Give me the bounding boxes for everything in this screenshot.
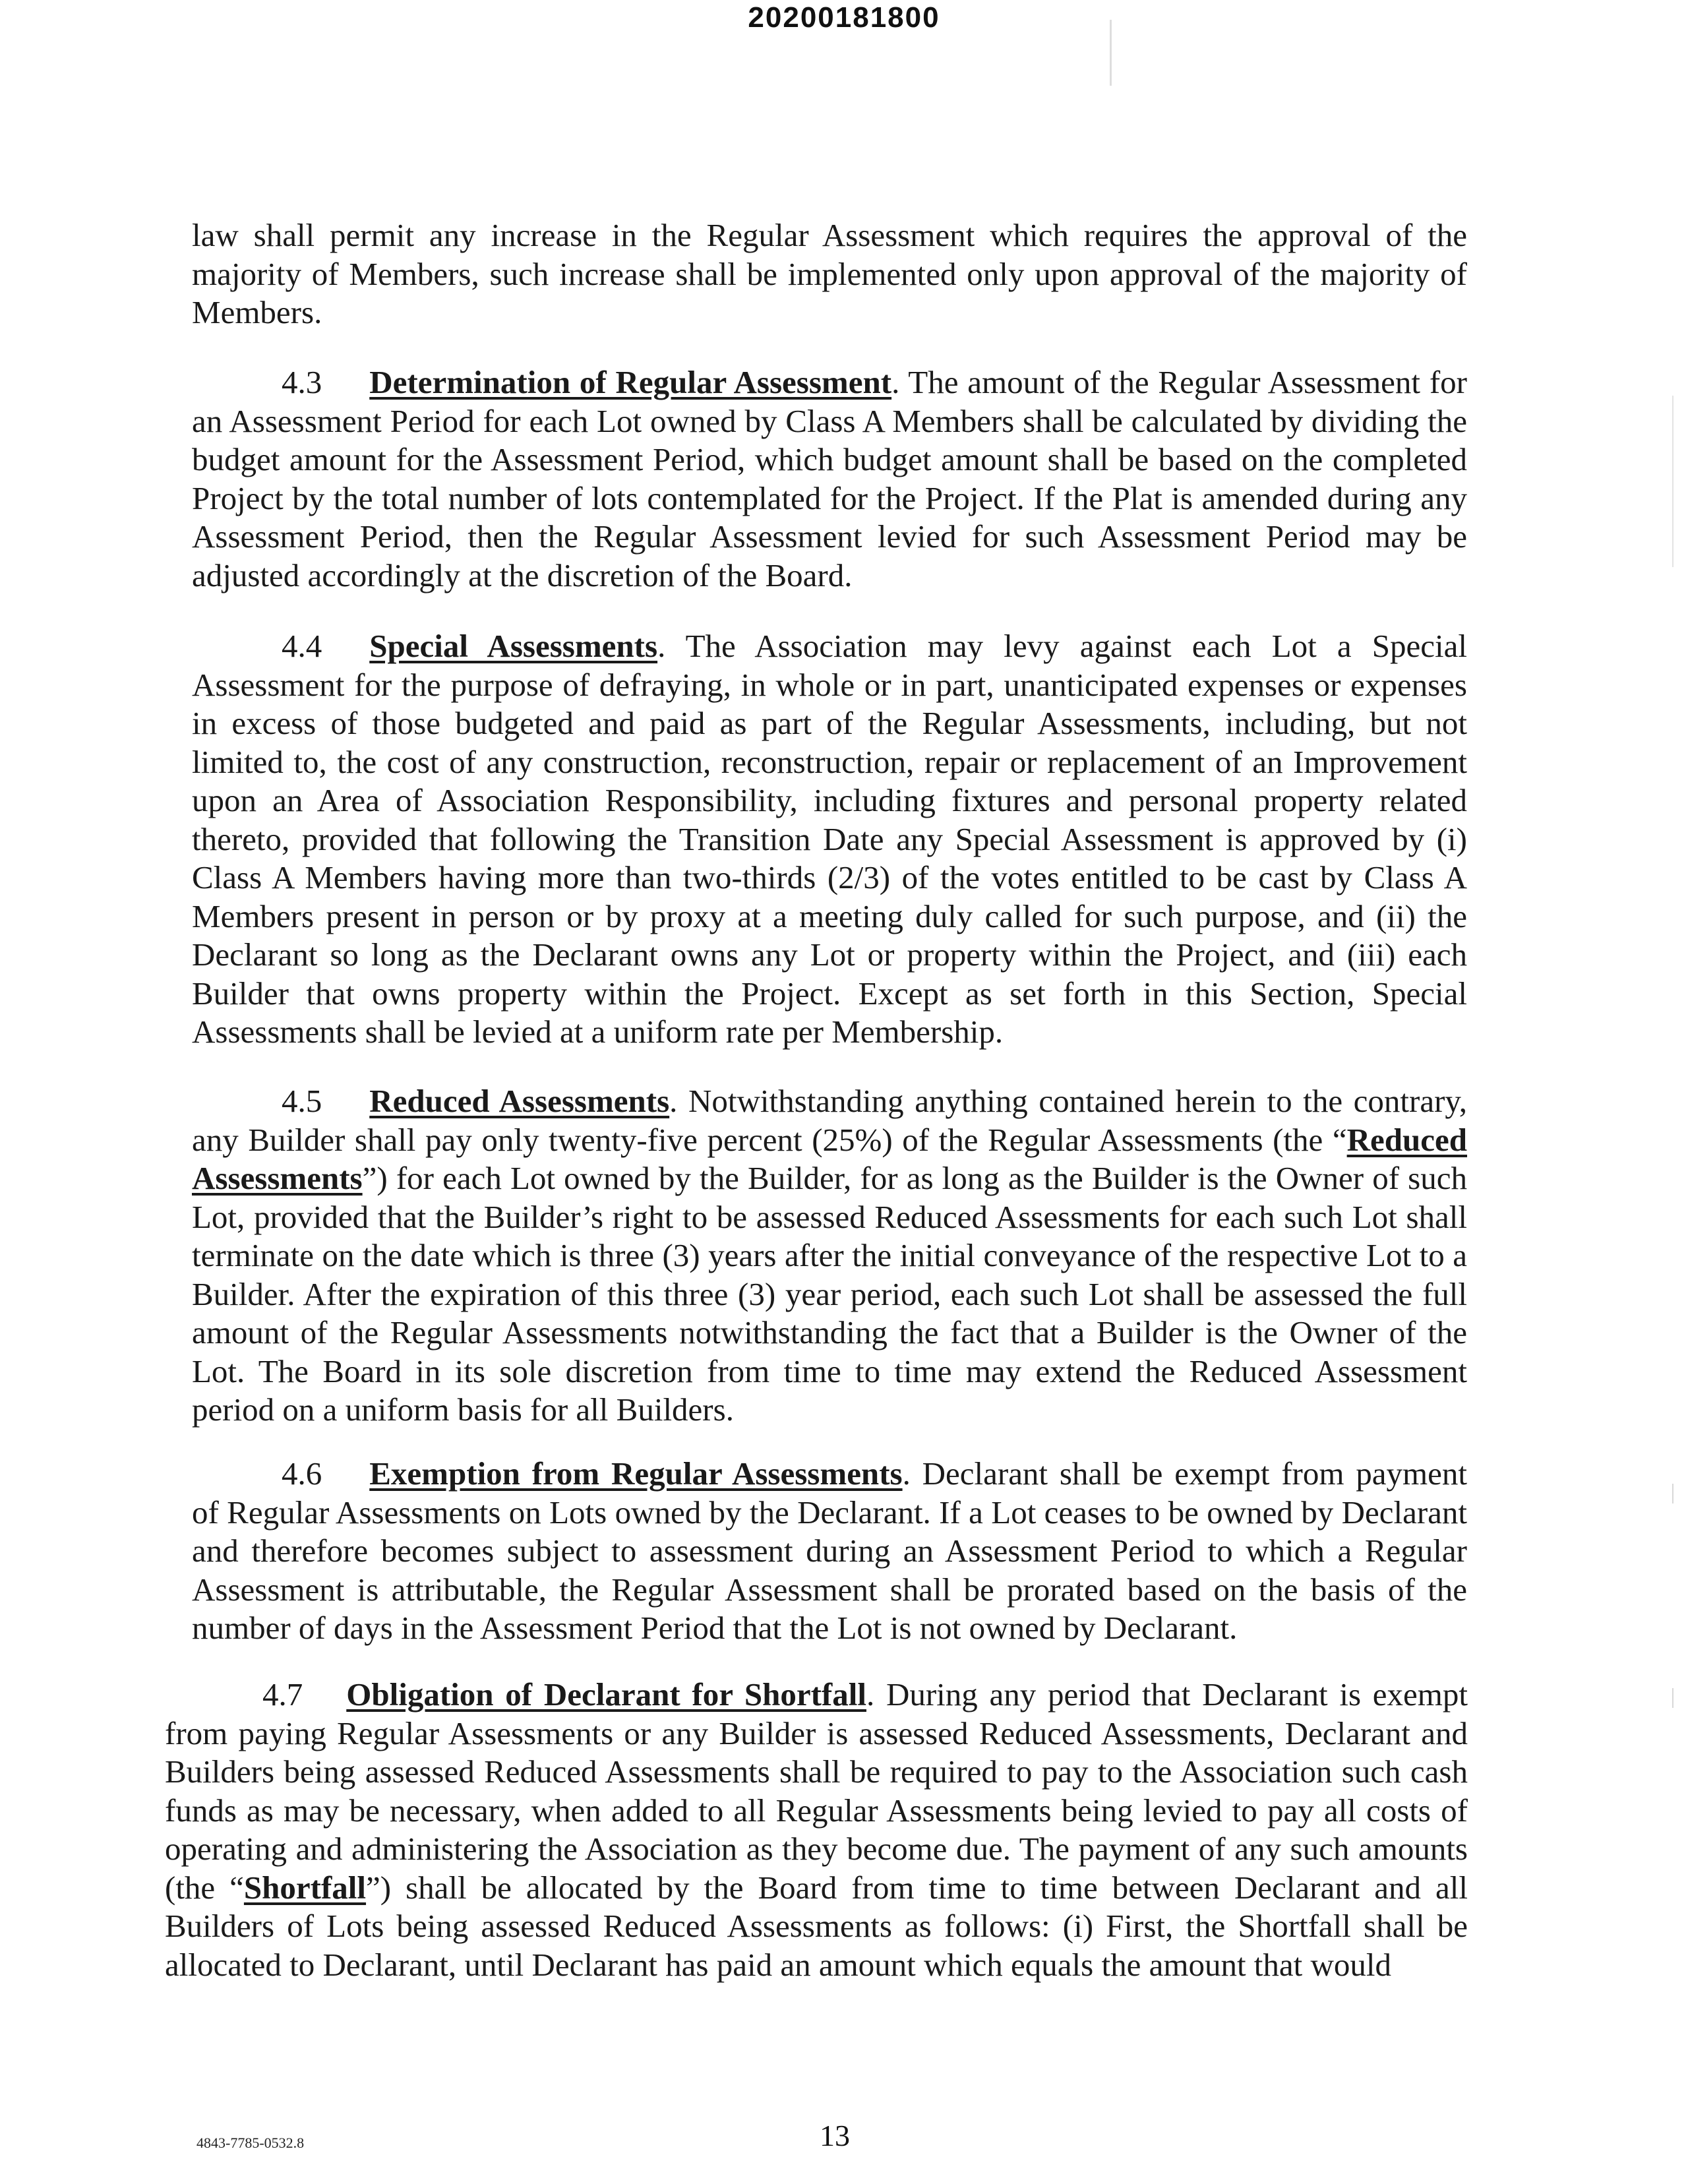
section-4-4: 4.4 Special Assessments. The Association may levy against each Lot a Special Assessment for the purpose of defraying, in whole or in part, unanticipated expenses or expenses in excess of those budgeted and paid as part of the Regular Assessments, including, but not limited to, the cost of any construction, reconstruction, repair or replacement of an Improvement upon an Area of Association Responsibility, including fixtures and personal property related thereto, provided that following the Transition Date any Special Assessment is approved by (i) Class A Members having more than two-thirds (2/3) of the votes entitled to be cast by Class A Members present in person or by proxy at a meeting duly called for such purpose, and (ii) the Declarant so long as the Declarant owns any Lot or property within the Project, and (iii) each Builder that owns property within the Project. Except as set forth in this Section, Special Assessments shall be levied at a uniform rate per Membership. [192, 628, 1468, 1050]
section-4-5: 4.5 Reduced Assessments. Notwithstanding anything contained herein to the contrary, any Builder shall pay only twenty-five percent (25%) of the Regular Assessments (the “Reduced Assessments”) for each Lot owned by the Builder, for as long as the Builder is the Owner of such Lot, provided that the Builder’s right to be assessed Reduced Assessments for each such Lot shall terminate on the date which is three (3) years after the initial conveyance of the respective Lot to a Builder. After the expiration of this three (3) year period, each such Lot shall be assessed the full amount of the Regular Assessments notwithstanding the fact that a Builder is the Owner of the Lot. The Board in its sole discretion from time to time may extend the Reduced Assessment period on a uniform basis for all Builders. [192, 1083, 1467, 1428]
scan-artifact [1672, 396, 1673, 567]
defined-term: Reduced Assessments [192, 1121, 1467, 1196]
scan-artifact [1672, 1688, 1673, 1708]
section-number: 4.6 [282, 1455, 322, 1492]
section-heading: Special Assessments [369, 628, 658, 664]
section-4-6: 4.6 Exemption from Regular Assessments. Declarant shall be exempt from payment of Regular Assessments on Lots owned by the Declarant. If a Lot ceases to be owned by Declarant and therefore becomes subject to assessment during an Assessment Period to which a Regular Assessment is attributable, the Regular Assessment shall be prorated based on the basis of the number of days in the Assessment Period that the Lot is not owned by Declarant. [192, 1455, 1467, 1646]
section-number: 4.5 [282, 1083, 322, 1119]
section-4-3: 4.3 Determination of Regular Assessment. The amount of the Regular Assessment for an Assessment Period for each Lot owned by Class A Members shall be calculated by dividing the budget amount for the Assessment Period, which budget amount shall be based on the completed Project by the total number of lots contemplated for the Project. If the Plat is amended during any Assessment Period, then the Regular Assessment levied for such Assessment Period may be adjusted accordingly at the discretion of the Board. [192, 364, 1468, 593]
paragraph-text: law shall permit any increase in the Regular Assessment which requires the approval of the majority of Members, such increase shall be implemented only upon approval of the majority of Members. [192, 217, 1467, 330]
section-body-before: During any period that Declarant is exempt from paying Regular Assessments or any Builder is assessed Reduced Assessments, Declarant and Builders being assessed Reduced Assessments shall be required to pay to the Association such cash funds as may be necessary, when added to all Regular Assessments being levied to pay all costs of operating and administering the Association as they become due. The payment of any such amounts (the “ [165, 1676, 1468, 1906]
section-body: The Association may levy against each Lot a Special Assessment for the purpose of defraying, in whole or in part, unanticipated expenses or expenses in excess of those budgeted and paid as part of the Regular Assessments, including, but not limited to, the cost of any construction, reconstruction, repair or replacement of an Improvement upon an Area of Association Responsibility, including fixtures and personal property related thereto, provided that following the Transition Date any Special Assessment is approved by (i) Class A Members having more than two-thirds (2/3) of the votes entitled to be cast by Class A Members present in person or by proxy at a meeting duly called for such purpose, and (ii) the Declarant so long as the Declarant owns any Lot or property within the Project, and (iii) each Builder that owns property within the Project. Except as set forth in this Section, Special Assessments shall be levied at a uniform rate per Membership. [192, 628, 1468, 1050]
section-heading: Exemption from Regular Assessments [369, 1455, 903, 1492]
section-number: 4.4 [282, 628, 322, 664]
document-number: 20200181800 [748, 1, 940, 34]
section-heading: Obligation of Declarant for Shortfall [346, 1676, 866, 1713]
defined-term: Shortfall [243, 1869, 367, 1906]
page-number: 13 [820, 2119, 850, 2152]
section-body: The amount of the Regular Assessment for an Assessment Period for each Lot owned by Class A Members shall be calculated by dividing the budget amount for the Assessment Period, which budget amount shall be based on the completed Project by the total number of lots contemplated for the Project. If the Plat is amended during any Assessment Period, then the Regular Assessment levied for such Assessment Period may be adjusted accordingly at the discretion of the Board. [192, 364, 1468, 593]
section-body-after: ”) for each Lot owned by the Builder, for as long as the Builder is the Owner of such Lot, provided that the Builder’s right to be assessed Reduced Assessments for each such Lot shall terminate on the date which is three (3) years after the initial conveyance of the respective Lot to a Builder. After the expiration of this three (3) year period, each such Lot shall be assessed the full amount of the Regular Assessments notwithstanding the fact that a Builder is the Owner of the Lot. The Board in its sole discretion from time to time may extend the Reduced Assessment period on a uniform basis for all Builders. [192, 1160, 1467, 1428]
footer-document-code: 4843-7785-0532.8 [196, 2135, 305, 2151]
section-number: 4.3 [282, 364, 322, 400]
section-4-7: 4.7 Obligation of Declarant for Shortfall. During any period that Declarant is exempt from paying Regular Assessments or any Builder is assessed Reduced Assessments, Declarant and Builders being assessed Reduced Assessments shall be required to pay to the Association such cash funds as may be necessary, when added to all Regular Assessments being levied to pay all costs of operating and administering the Association as they become due. The payment of any such amounts (the “Shortfall”) shall be allocated by the Board from time to time between Declarant and all Builders of Lots being assessed Reduced Assessments as follows: (i) First, the Shortfall shall be allocated to Declarant, until Declarant has paid an amount which equals the amount that would [165, 1676, 1468, 1983]
section-body: Declarant shall be exempt from payment of Regular Assessments on Lots owned by the Declarant. If a Lot ceases to be owned by Declarant and therefore becomes subject to assessment during an Assessment Period to which a Regular Assessment is attributable, the Regular Assessment shall be prorated based on the basis of the number of days in the Assessment Period that the Lot is not owned by Declarant. [192, 1455, 1467, 1646]
section-body-before: Notwithstanding anything contained herein to the contrary, any Builder shall pay only twenty-five percent (25%) of the Regular Assessments (the “ [192, 1083, 1467, 1158]
section-heading: Determination of Regular Assessment [369, 364, 892, 400]
section-number: 4.7 [262, 1676, 303, 1713]
scan-artifact [1672, 1484, 1673, 1503]
section-body-after: ”) shall be allocated by the Board from time to time between Declarant and all Builders of Lots being assessed Reduced Assessments as follows: (i) First, the Shortfall shall be allocated to Declarant, until Declarant has paid an amount which equals the amount that would [165, 1869, 1468, 1983]
section-heading: Reduced Assessments [369, 1083, 670, 1119]
scan-artifact [1110, 20, 1112, 86]
paragraph-continuation [192, 216, 1467, 332]
